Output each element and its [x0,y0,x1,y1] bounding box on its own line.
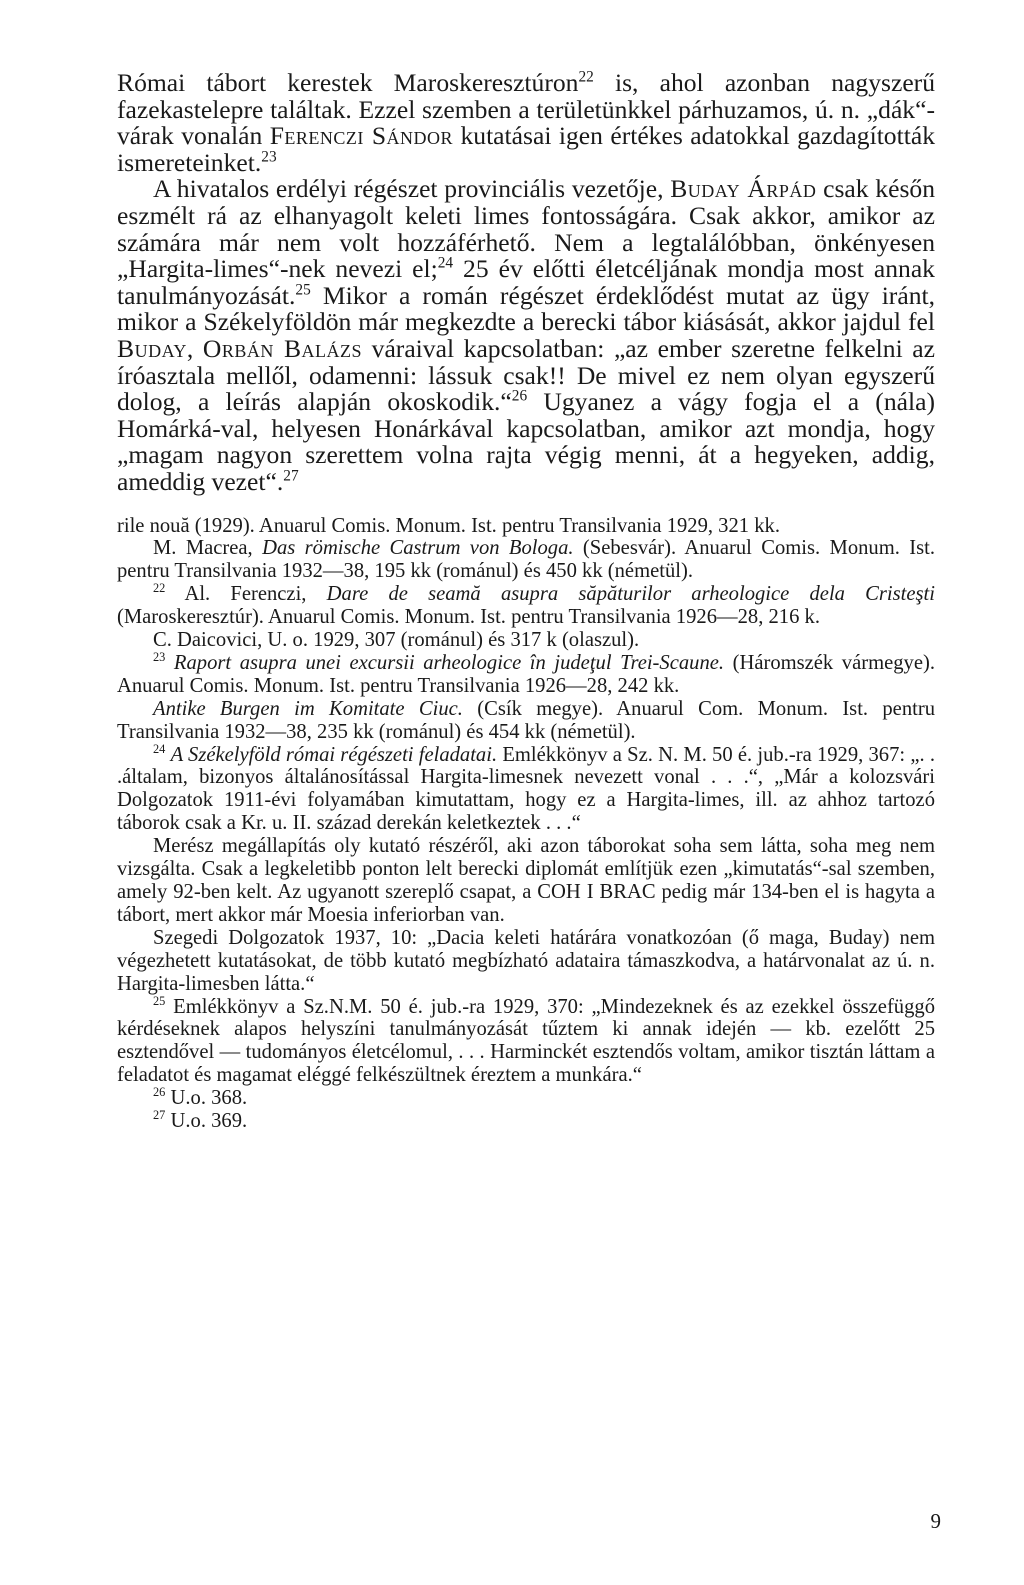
footnote-marker: 26 [511,387,528,405]
footnote [117,537,935,583]
footnote [117,629,935,652]
text-run: , [186,333,203,363]
text-run: Al. Ferenczi, [165,583,327,606]
text-run: Mikor a román régészet érdeklődést mutat az ügy iránt, mikor a Székelyföldön már megkezdte a berecki tábor kiásását, akkor jajdul fel [117,280,935,337]
footnote [117,741,935,836]
text-run: A hivatalos erdélyi régészet provinciális vezetője, [153,174,671,204]
footnote-marker: 23 [153,650,166,665]
text-run: Merész megállapítás oly kutató részéről, aki azon táborokat soha sem látta, soha meg nem vizsgálta. Csak a legkeletibb ponton lelt berecki diplomát említjük ezen „kimutatás“-sal szemben, amely 92-ben kelt. Az ugyanott szereplő csapat, a COH I BRAC pedig már 134-ben el is hagyta a tábort, mert akkor már Moesia inferiorban van. [117,835,935,926]
text-run: (Csík megye). Anuarul Com. Monum. Ist. pentru Transilvania 1932—38, 235 kk (románul) és 454 kk (németül). [117,697,935,743]
title-italic: Das römische Castrum von Bologa. [262,537,574,560]
footnote-marker: 27 [153,1108,166,1123]
text-run: is, ahol azonban nagyszerű fazekastelepre találtak. Ezzel szemben a területünkkel párhuzamos, ú. n. „dák“-várak vonalán [117,68,935,151]
footnote-marker: 26 [153,1085,166,1100]
text-run: Római tábort kerestek Maroskeresztúron [117,68,579,97]
footnote-marker: 27 [283,467,299,485]
title-italic: A Székelyföld római régészeti feladatai. [170,743,498,766]
main-text [117,70,935,496]
text-run [165,652,174,674]
text-run: Emlékkönyv a Sz.N.M. 50 é. jub.-ra 1929, 370: „Mindezeknek és az ezekkel összefüggő kérdéseknek alapos helyszíni tanulmányozását tűztem ki annak idején — kb. ezelőtt 25 esztendővel — tudományos életcélomul, . . . Harminckét esztendős voltam, amikor tisztán láttam a feladatot és magamat eléggé felkészültnek éreztem a munkára.“ [117,995,935,1087]
text-run: Emlékkönyv a Sz. N. M. 50 é. jub.-ra 1929, 367: „. . .általam, bizonyos általánosítással Hargita-limesnek nevezett vonal . . .“, „Már a kolozsvári Dolgozatok 1911-évi folyamában kimutattam, hogy ez a Hargita-limes, ill. az ahhoz tartozó táborok csak a Kr. u. II. század derekán keletkeztek . . .“ [117,743,935,835]
author-name: Buday Árpád [670,174,817,204]
author-name: Buday [117,333,187,363]
footnote [117,1087,935,1110]
text-run: kutatásai igen értékes adatokkal gazdagították ismereteinket. [117,121,935,177]
title-italic: Dare de seamă asupra săpăturilor arheologice dela Cristeşti [326,583,935,606]
footnote-marker: 24 [153,741,166,756]
footnote-marker: 25 [295,281,311,299]
footnote [117,1110,935,1133]
text-run: rile nouă (1929). Anuarul Comis. Monum. Ist. pentru Transilvania 1929, 321 kk. [117,514,780,537]
footnote [117,927,935,996]
text-run: csak későn eszmélt rá az elhanyagolt keleti limes fontosságára. Csak akkor, amikor az számára már nem volt hozzáférhető. Nem a legtalálóbban, önkényesen „Hargita-limes“-nek nevezi el; [117,174,935,284]
footnote [117,835,935,927]
text-run: Szegedi Dolgozatok 1937, 10: „Dacia keleti határára vonatkozóan (ő maga, Buday) nem végezhetett kutatásokat, de több kutató megbízható adataira támaszkodva, a határvonalat az ú. n. Hargita-limesben látta.“ [117,926,935,995]
footnote [117,515,935,538]
text-run: 25 év előtti életcéljának mondja most annak tanulmányozását. [117,254,935,310]
author-name: Ferenczi Sándor [269,121,454,151]
text-run: M. Macrea, [153,537,263,560]
footnote [117,993,935,1088]
footnote-marker: 23 [261,148,277,166]
footnote [117,652,935,698]
text-run: (Sebesvár). Anuarul Comis. Monum. Ist. pentru Transilvania 1932—38, 195 kk (románul) és 450 kk (németül). [117,537,935,583]
text-run: váraival kapcsolatban: „az ember szeretne felkelni az íróasztala mellől, odamenni: lássuk csak!! De mivel ez nem olyan egyszerű dolog, a leírás alapján okoskodik.“ [117,333,936,417]
footnote-marker: 24 [437,254,454,272]
footnote-marker: 22 [578,68,594,86]
footnote-marker: 25 [153,993,166,1008]
body-paragraph [117,176,935,495]
footnote [117,583,935,629]
footnote [117,698,935,744]
text-run: U.o. 369. [165,1110,248,1133]
text-run: C. Daicovici, U. o. 1929, 307 (románul) és 317 k (olaszul). [153,629,640,652]
page-number: 9 [930,1509,941,1533]
footnotes [117,515,935,1133]
body-paragraph [117,70,935,176]
text-run: U.o. 368. [165,1087,248,1110]
title-italic: Raport asupra unei excursii arheologice în judeţul Trei-Scaune. [173,651,725,674]
title-italic: Antike Burgen im Komitate Ciuc. [153,697,463,720]
footnote-marker: 22 [153,581,166,596]
text-run: (Maroskeresztúr). Anuarul Comis. Monum. Ist. pentru Transilvania 1926—28, 216 k. [117,606,820,629]
page-content [117,70,935,1133]
author-name: Orbán Balázs [202,333,363,363]
text-run: (Háromszék vármegye). Anuarul Comis. Monum. Ist. pentru Transilvania 1926—28, 242 kk. [117,651,935,697]
text-run: Ugyanez a vágy fogja el a (nála) Homárká-val, helyesen Honárkával kapcsolatban, amikor azt mondja, hogy „magam nagyon szerettem volna rajta végig menni, át a hegyeken, addig, ameddig vezet“. [117,387,935,496]
